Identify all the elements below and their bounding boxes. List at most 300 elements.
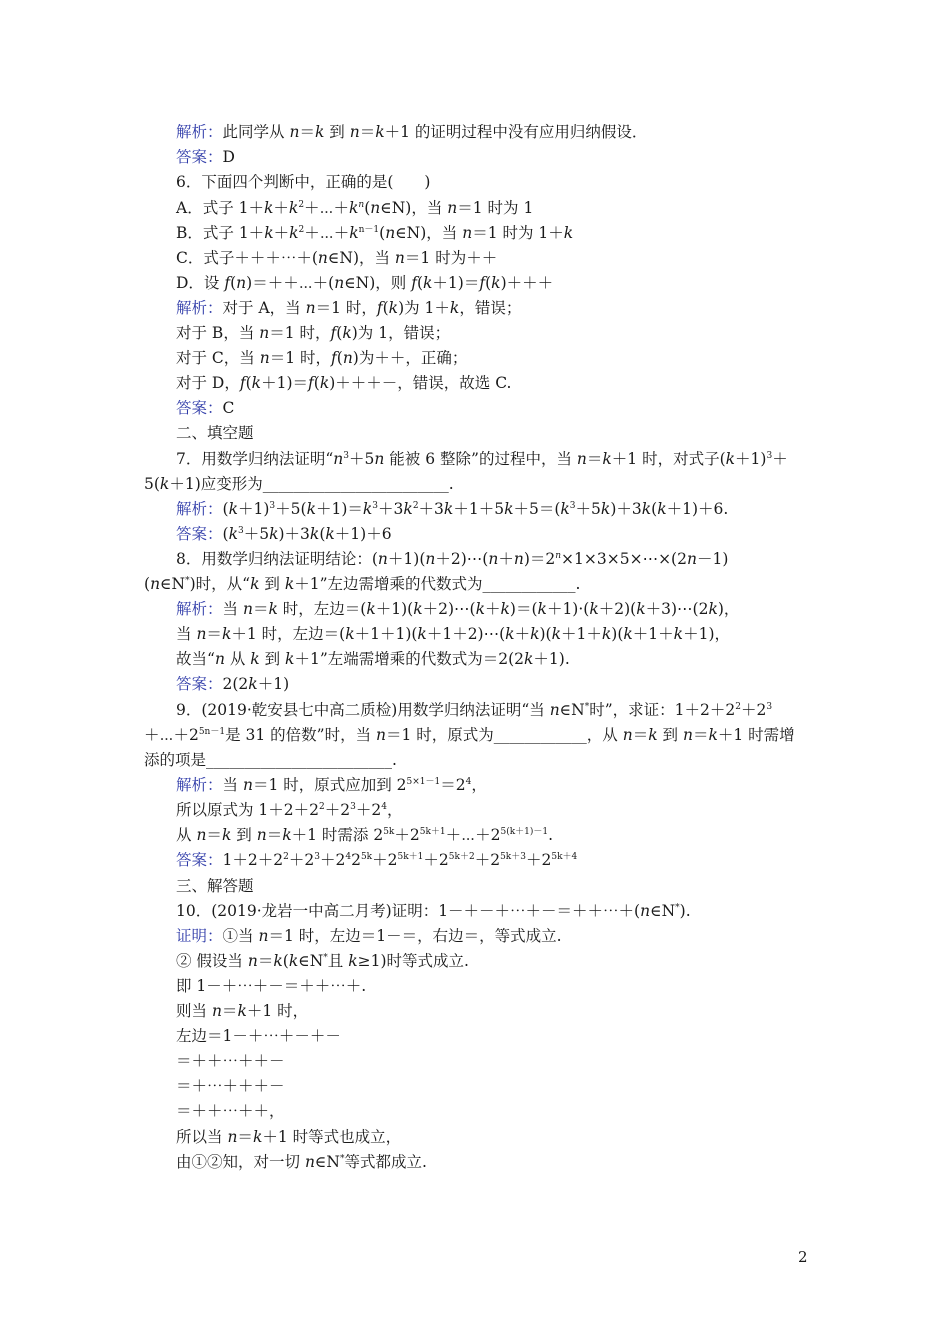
superscript: n: [555, 551, 562, 561]
math-variable: k: [237, 1002, 247, 1020]
text-run: ＋1)(: [387, 550, 426, 568]
math-variable: k: [673, 625, 684, 643]
math-variable: n: [682, 726, 693, 744]
math-variable: k: [504, 500, 514, 518]
math-variable: k: [289, 224, 299, 242]
text-line: [144, 750, 397, 770]
text-run: 所以当: [176, 1128, 228, 1146]
text-run: )＝＋＋⋯＋(: [246, 274, 335, 292]
text-run: ＋5(: [275, 500, 307, 518]
math-variable: k: [288, 952, 299, 970]
text-run: 二、填空题: [176, 424, 254, 442]
text-run: ＋1 时，: [246, 1002, 309, 1020]
math-variable: f: [330, 324, 337, 342]
text-run: ＋1)＝: [315, 500, 363, 518]
text-run: ＋: [772, 450, 788, 468]
text-line: [176, 1076, 285, 1096]
text-run: ＋1)＝: [261, 374, 308, 392]
math-variable: n: [385, 224, 396, 242]
text-run: 6．下面四个判断中，正确的是( ): [176, 173, 431, 191]
text-run: ＋2: [423, 851, 449, 869]
text-run: (: [485, 274, 492, 292]
text-run: 当: [222, 776, 243, 794]
superscript: *: [339, 1154, 345, 1164]
text-line: [176, 775, 487, 795]
math-variable: k: [221, 826, 232, 844]
math-variable: k: [314, 123, 325, 141]
text-line: [176, 499, 728, 519]
math-variable: n: [334, 274, 345, 292]
text-run: 时”，求证：1＋2＋2: [589, 701, 736, 719]
text-run: 2(2: [222, 675, 249, 693]
text-run: (: [416, 274, 424, 292]
superscript: 2: [283, 852, 289, 862]
text-run: ＋1)·(: [546, 600, 590, 618]
text-run: ∈N)，当: [327, 249, 395, 267]
text-run: 且: [327, 952, 349, 970]
text-run: ＝: [266, 826, 283, 844]
superscript: 4: [381, 802, 387, 812]
math-variable: k: [349, 224, 359, 242]
math-variable: k: [648, 726, 658, 744]
text-run: 7．用数学归纳法证明“: [176, 450, 334, 468]
text-run: ＋3: [418, 500, 444, 518]
math-variable: k: [530, 625, 540, 643]
text-run: ＝1 时为＋＋: [404, 249, 498, 267]
superscript: 2: [298, 200, 305, 210]
text-run: 对于 C，当: [176, 349, 260, 367]
math-variable: k: [159, 475, 170, 493]
text-run: ∈N: [559, 701, 585, 719]
text-run: ＋3: [378, 500, 404, 518]
text-run: ＝＋＋⋯＋＋－: [176, 1052, 285, 1070]
math-variable: n: [214, 650, 225, 668]
math-variable: k: [589, 600, 599, 618]
section-label: 证明：: [176, 927, 223, 945]
text-run: ＋2)(: [598, 600, 637, 618]
text-run: ∈N)，当: [380, 199, 448, 217]
text-run: (: [336, 324, 343, 342]
text-run: ＝: [692, 726, 709, 744]
text-run: (: [313, 374, 320, 392]
text-run: ＋1): [257, 675, 290, 693]
math-variable: n: [196, 625, 207, 643]
superscript: 2: [298, 225, 305, 235]
superscript: 4: [465, 777, 472, 787]
text-run: ＋1): [735, 450, 767, 468]
text-run: 到: [657, 726, 683, 744]
math-variable: f: [308, 374, 314, 392]
math-variable: n: [305, 299, 316, 317]
text-run: (: [245, 374, 252, 392]
math-variable: n: [242, 600, 253, 618]
math-variable: f: [331, 349, 337, 367]
section-label: 答案：: [176, 399, 223, 417]
math-variable: k: [708, 600, 718, 618]
text-line: [176, 449, 788, 469]
text-run: 三、解答题: [176, 877, 254, 895]
math-variable: n: [488, 550, 499, 568]
text-run: D．设: [176, 274, 225, 292]
math-variable: k: [264, 224, 274, 242]
text-run: ＝1 时为 1＋: [472, 224, 564, 242]
superscript: *: [584, 702, 590, 712]
text-run: (: [222, 525, 229, 543]
text-run: ∈N)，则: [344, 274, 412, 292]
text-run: ＋1 的证明过程中没有应用归纳假设．: [384, 123, 648, 141]
superscript: 5k＋3: [500, 852, 526, 862]
text-run: ＝1 时，: [269, 324, 331, 342]
math-variable: k: [375, 123, 385, 141]
text-line: [176, 423, 254, 443]
text-run: ＋⋯＋: [304, 199, 349, 217]
text-run: ＋1)＋6.: [666, 500, 729, 518]
text-run: ＋⋯＋2: [144, 726, 199, 744]
text-run: ＋2: [355, 801, 382, 819]
text-run: C．式子＋＋＋⋯＋(: [176, 249, 318, 267]
math-variable: k: [500, 600, 510, 618]
text-line: [176, 248, 497, 268]
text-run: (: [336, 349, 343, 367]
text-run: ＋1 时需添 2: [291, 826, 384, 844]
text-run: ＝: [359, 123, 376, 141]
text-run: (: [230, 274, 237, 292]
text-run: ＋1)＋6: [334, 525, 392, 543]
text-run: ∈N: [160, 575, 186, 593]
math-variable: k: [413, 600, 423, 618]
text-run: ＋⋯＋2: [445, 826, 501, 844]
text-run: ＋1)(: [375, 600, 414, 618]
text-run: ＋: [514, 625, 531, 643]
text-line: [176, 951, 469, 971]
math-variable: k: [251, 374, 262, 392]
superscript: 3: [350, 802, 356, 812]
text-line: [176, 198, 533, 218]
text-run: ＝＋＋⋯＋＋，: [176, 1102, 285, 1120]
math-variable: n: [376, 726, 386, 744]
text-run: )为 1，错误；: [351, 324, 451, 342]
math-variable: k: [349, 199, 359, 217]
math-variable: n: [374, 450, 385, 468]
math-variable: n: [259, 349, 270, 367]
math-variable: k: [708, 726, 718, 744]
math-variable: k: [282, 826, 292, 844]
text-line: [176, 674, 289, 694]
text-run: A．式子 1＋: [176, 199, 264, 217]
math-variable: f: [479, 274, 486, 292]
text-run: ＋3)⋯(2: [645, 600, 709, 618]
math-variable: n: [317, 249, 328, 267]
math-variable: f: [376, 299, 383, 317]
math-variable: k: [417, 625, 427, 643]
text-line: [144, 725, 795, 745]
text-run: )＋＋＋: [500, 274, 554, 292]
math-variable: n: [150, 575, 161, 593]
text-line: [176, 649, 570, 669]
superscript: 3: [766, 702, 773, 712]
text-run: (: [379, 224, 386, 242]
text-run: .: [548, 826, 554, 844]
superscript: 5n－1: [198, 727, 226, 737]
text-run: ＋1)，: [683, 625, 730, 643]
math-variable: k: [319, 374, 330, 392]
text-line: [176, 1026, 341, 1046]
math-variable: n: [447, 199, 458, 217]
text-line: [176, 273, 553, 293]
text-run: ＋2: [394, 826, 420, 844]
text-run: 5(: [144, 475, 160, 493]
text-run: 添的项是________________________.: [144, 751, 397, 769]
superscript: 3: [269, 501, 276, 511]
text-run: ×1×3×5×⋯×(2: [561, 550, 687, 568]
superscript: 2: [735, 702, 741, 712]
math-variable: f: [224, 274, 231, 292]
superscript: 2: [319, 802, 325, 812]
math-variable: k: [285, 650, 295, 668]
text-run: ∈N: [298, 952, 324, 970]
math-variable: n: [377, 550, 388, 568]
math-variable: k: [551, 625, 561, 643]
text-run: ＋5: [243, 525, 270, 543]
page-number: 2: [798, 1248, 808, 1266]
text-run: ∈N: [650, 902, 676, 920]
math-variable: k: [309, 525, 320, 543]
text-run: )为 1＋: [398, 299, 450, 317]
text-line: [176, 373, 511, 393]
math-variable: n: [333, 450, 344, 468]
math-variable: k: [560, 500, 570, 518]
math-variable: n: [256, 826, 267, 844]
text-line: [144, 474, 454, 494]
text-line: [176, 147, 235, 167]
text-run: ＝: [252, 600, 269, 618]
superscript: *: [323, 953, 328, 963]
superscript: 5k＋4: [551, 852, 578, 862]
text-run: ＋1 时需增: [717, 726, 795, 744]
text-run: ＋2: [288, 851, 315, 869]
superscript: n: [358, 200, 365, 210]
text-line: [176, 800, 402, 820]
math-variable: k: [600, 500, 611, 518]
text-run: )，: [717, 600, 740, 618]
text-run: 到: [231, 826, 257, 844]
superscript: 3: [569, 501, 576, 511]
text-line: [176, 624, 730, 644]
text-run: ＝1 时，: [269, 349, 331, 367]
math-variable: n: [196, 826, 207, 844]
section-label: 答案：: [176, 675, 223, 693]
math-variable: k: [325, 525, 335, 543]
text-run: 从: [176, 826, 197, 844]
text-run: ＝: [237, 1128, 253, 1146]
text-run: ＋2: [372, 851, 398, 869]
text-run: 到: [259, 650, 286, 668]
text-run: ＋2: [319, 851, 346, 869]
math-variable: f: [411, 274, 417, 292]
math-variable: k: [250, 575, 260, 593]
text-line: [176, 172, 430, 192]
section-label: 答案：: [176, 851, 223, 869]
text-run: )时，从“: [189, 575, 251, 593]
text-line: [176, 926, 562, 946]
math-variable: k: [443, 500, 454, 518]
math-variable: n: [425, 550, 436, 568]
text-run: 时，左边＝(: [277, 600, 367, 618]
math-variable: n: [549, 701, 560, 719]
math-variable: n: [622, 726, 633, 744]
text-line: [176, 348, 467, 368]
superscript: 5×1－1: [406, 777, 441, 787]
math-variable: k: [601, 625, 612, 643]
text-run: 此同学从: [222, 123, 290, 141]
math-variable: k: [284, 575, 295, 593]
text-run: ∈N: [314, 1153, 340, 1171]
text-run: )＝2: [523, 550, 556, 568]
math-variable: n: [370, 199, 381, 217]
superscript: 4: [345, 852, 352, 862]
math-variable: k: [263, 199, 274, 217]
text-run: )为＋＋，正确；: [352, 349, 468, 367]
math-variable: k: [366, 600, 376, 618]
text-run: ＝1 时，左边＝1－＝，右边＝，等式成立.: [268, 927, 562, 945]
text-run: 对于 B，当: [176, 324, 260, 342]
section-label: 解析：: [176, 776, 223, 794]
math-variable: k: [636, 600, 646, 618]
superscript: 3: [372, 501, 379, 511]
math-variable: k: [252, 1128, 263, 1146]
math-variable: k: [388, 299, 399, 317]
text-line: [176, 850, 577, 870]
math-variable: n: [259, 324, 270, 342]
text-run: ＝: [586, 450, 603, 468]
text-line: [144, 574, 580, 594]
superscript: n－1: [358, 225, 380, 235]
section-label: 解析：: [176, 123, 223, 141]
text-run: B．式子 1＋: [176, 224, 265, 242]
math-variable: n: [640, 902, 651, 920]
text-run: 10．(2019·龙岩一中高二月考)证明：1－＋－＋⋯＋－＝＋＋⋯＋(: [176, 902, 641, 920]
text-run: 即 1－＋⋯＋－＝＋＋⋯＋.: [176, 977, 367, 995]
text-line: [176, 398, 234, 418]
text-run: )(: [611, 625, 624, 643]
text-line: [176, 223, 573, 243]
text-run: )＋3: [610, 500, 642, 518]
text-run: ＝: [257, 952, 274, 970]
text-run: ＝: [632, 726, 649, 744]
text-run: ＋1＋5: [453, 500, 505, 518]
text-run: 是 31 的倍数”时，当: [225, 726, 376, 744]
math-variable: n: [394, 249, 405, 267]
text-run: 故当“: [176, 650, 215, 668]
section-label: 解析：: [176, 500, 223, 518]
text-run: ，: [386, 801, 403, 819]
text-run: ，: [471, 776, 487, 794]
text-run: ＋⋯＋: [304, 224, 350, 242]
section-label: 解析：: [176, 600, 223, 618]
text-run: 当: [222, 600, 243, 618]
text-run: (: [651, 500, 658, 518]
text-run: ＝: [206, 826, 222, 844]
text-run: 则当: [176, 1002, 212, 1020]
text-line: [176, 323, 450, 343]
math-variable: n: [289, 123, 300, 141]
text-run: 等式都成立.: [344, 1153, 427, 1171]
superscript: 3: [766, 451, 773, 461]
text-run: ＋2: [525, 851, 552, 869]
text-run: )(: [539, 625, 552, 643]
text-run: (: [319, 525, 326, 543]
math-variable: n: [462, 224, 473, 242]
text-run: ＋1 时，左边＝(: [231, 625, 346, 643]
text-run: ＋5: [575, 500, 601, 518]
math-variable: k: [269, 525, 279, 543]
text-run: (: [144, 575, 151, 593]
text-run: ＝1 时，原式应加到 2: [252, 776, 407, 794]
text-run: ＝1 时为 1: [457, 199, 534, 217]
math-variable: k: [475, 600, 485, 618]
text-run: ＋5: [349, 450, 375, 468]
math-variable: k: [602, 450, 612, 468]
text-run: 8．用数学归纳法证明结论：(: [176, 550, 378, 568]
text-run: 到: [324, 123, 350, 141]
text-run: ＋2: [474, 851, 501, 869]
text-run: ＋: [273, 224, 290, 242]
text-run: 左边＝1－＋⋯＋－＋－: [176, 1027, 341, 1045]
text-run: ＝2: [440, 776, 466, 794]
math-variable: k: [449, 299, 460, 317]
math-variable: n: [304, 1153, 315, 1171]
text-run: ＋1)＝: [432, 274, 480, 292]
math-variable: n: [211, 1002, 222, 1020]
math-variable: n: [236, 274, 247, 292]
text-run: ＋1 时，对式子(: [611, 450, 726, 468]
text-run: 到: [259, 575, 285, 593]
text-run: )＋3: [278, 525, 310, 543]
math-variable: n: [349, 123, 360, 141]
superscript: 5(k＋1)－1: [500, 827, 549, 837]
math-variable: k: [491, 274, 501, 292]
text-run: )＋＋＋－，错误，故选 C.: [329, 374, 512, 392]
text-line: [176, 524, 392, 544]
text-run: ＋: [485, 600, 501, 618]
text-run: ＋1”左边需增乘的代数式为____________.: [294, 575, 581, 593]
math-variable: k: [248, 675, 258, 693]
math-variable: k: [228, 525, 238, 543]
text-run: )＝(: [509, 600, 538, 618]
superscript: 3: [343, 451, 350, 461]
superscript: 5k: [360, 852, 373, 862]
section-label: 解析：: [176, 299, 223, 317]
text-run: 对于 D，: [176, 374, 240, 392]
text-run: ＝: [221, 1002, 238, 1020]
text-line: [176, 700, 772, 720]
math-variable: k: [423, 274, 433, 292]
math-variable: k: [623, 625, 633, 643]
math-variable: k: [348, 952, 358, 970]
text-line: [176, 976, 366, 996]
text-run: ＋1).: [533, 650, 570, 668]
math-variable: k: [725, 450, 736, 468]
text-run: ＋2: [324, 801, 351, 819]
text-run: (: [382, 299, 389, 317]
math-variable: k: [345, 625, 355, 643]
superscript: 5k＋1: [419, 827, 446, 837]
text-line: [176, 1152, 427, 1172]
superscript: 3: [237, 526, 244, 536]
superscript: 5k＋2: [448, 852, 475, 862]
math-variable: k: [403, 500, 413, 518]
math-variable: k: [657, 500, 667, 518]
